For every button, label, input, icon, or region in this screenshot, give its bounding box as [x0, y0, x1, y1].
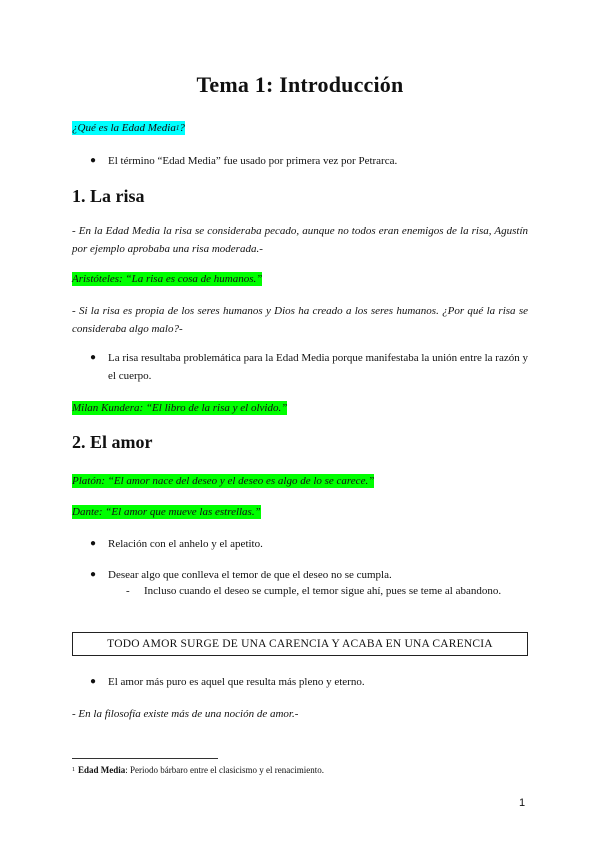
- question-edad-media: [72, 121, 185, 135]
- bullet-text: El amor más puro es aquel que resulta más pleno y eterno.: [108, 676, 365, 688]
- bullet-dot-icon: ●: [90, 352, 97, 363]
- bullet-text: Relación con el anhelo y el apetito.: [108, 538, 263, 550]
- quote-text: Platón: “El amor nace del deseo y el deseo es algo de lo se carece.”: [72, 475, 375, 487]
- section-heading-risa: 1. La risa: [72, 186, 145, 206]
- paragraph-risa-dios: - Si la risa es propia de los seres humanos y Dios ha creado a los seres humanos. ¿Por qué la risa se consideraba algo malo?-: [72, 305, 528, 335]
- paragraph-risa-pecado: - En la Edad Media la risa se consideraba pecado, aunque no todos eran enemigos de la risa, Agustín por ejemplo aprobaba una risa moderada.-: [72, 225, 528, 255]
- bullet-petrarca: [90, 152, 528, 170]
- paragraph-filosofia: - En la filosofía existe más de una noción de amor.-: [72, 708, 299, 720]
- page-number: 1: [519, 797, 526, 809]
- footnote: [72, 764, 324, 776]
- quote-kundera: [72, 401, 287, 415]
- boxed-statement: TODO AMOR SURGE DE UNA CARENCIA Y ACABA EN UNA CARENCIA: [72, 632, 528, 656]
- bullet-dot-icon: ●: [90, 538, 97, 549]
- question-end: ?: [179, 122, 185, 134]
- footnote-number: 1: [72, 767, 75, 773]
- bullet-risa-problematica: [90, 349, 528, 385]
- bullet-dot-icon: ●: [90, 155, 97, 166]
- quote-text: Aristóteles: “La risa es cosa de humanos.”: [72, 273, 263, 285]
- bullet-text: El término “Edad Media” fue usado por primera vez por Petrarca.: [108, 155, 398, 167]
- quote-platon: [72, 474, 374, 488]
- footnote-term: Edad Media: [78, 765, 126, 775]
- bullet-dot-icon: ●: [90, 569, 97, 580]
- quote-dante: [72, 505, 261, 519]
- bullet-amor-puro: [90, 673, 528, 691]
- quote-text: Dante: “El amor que mueve las estrellas.”: [72, 506, 261, 518]
- bullet-anhelo: [90, 535, 528, 553]
- bullet-text: La risa resultaba problemática para la Edad Media porque manifestaba la unión entre la razón y el cuerpo.: [108, 352, 528, 382]
- bullet-text: Desear algo que conlleva el temor de que el deseo no se cumpla.: [108, 569, 392, 581]
- section-heading-amor: 2. El amor: [72, 432, 153, 452]
- page-title: Tema 1: Introducción: [196, 72, 404, 97]
- question-text: ¿Qué es la Edad Media: [72, 122, 176, 134]
- quote-aristoteles: [72, 272, 262, 286]
- quote-text: Milan Kundera: “El libro de la risa y el olvido.”: [72, 402, 288, 414]
- dash-icon: -: [126, 585, 130, 597]
- footnote-text: : Periodo bárbaro entre el clasicismo y el renacimiento.: [125, 765, 324, 775]
- bullet-dot-icon: ●: [90, 676, 97, 687]
- sub-bullet-text: Incluso cuando el deseo se cumple, el temor sigue ahí, pues se teme al abandono.: [144, 585, 502, 597]
- sub-bullet-incluso: [126, 582, 528, 600]
- footnote-divider: [72, 758, 218, 759]
- footnote-ref[interactable]: 1: [175, 124, 180, 132]
